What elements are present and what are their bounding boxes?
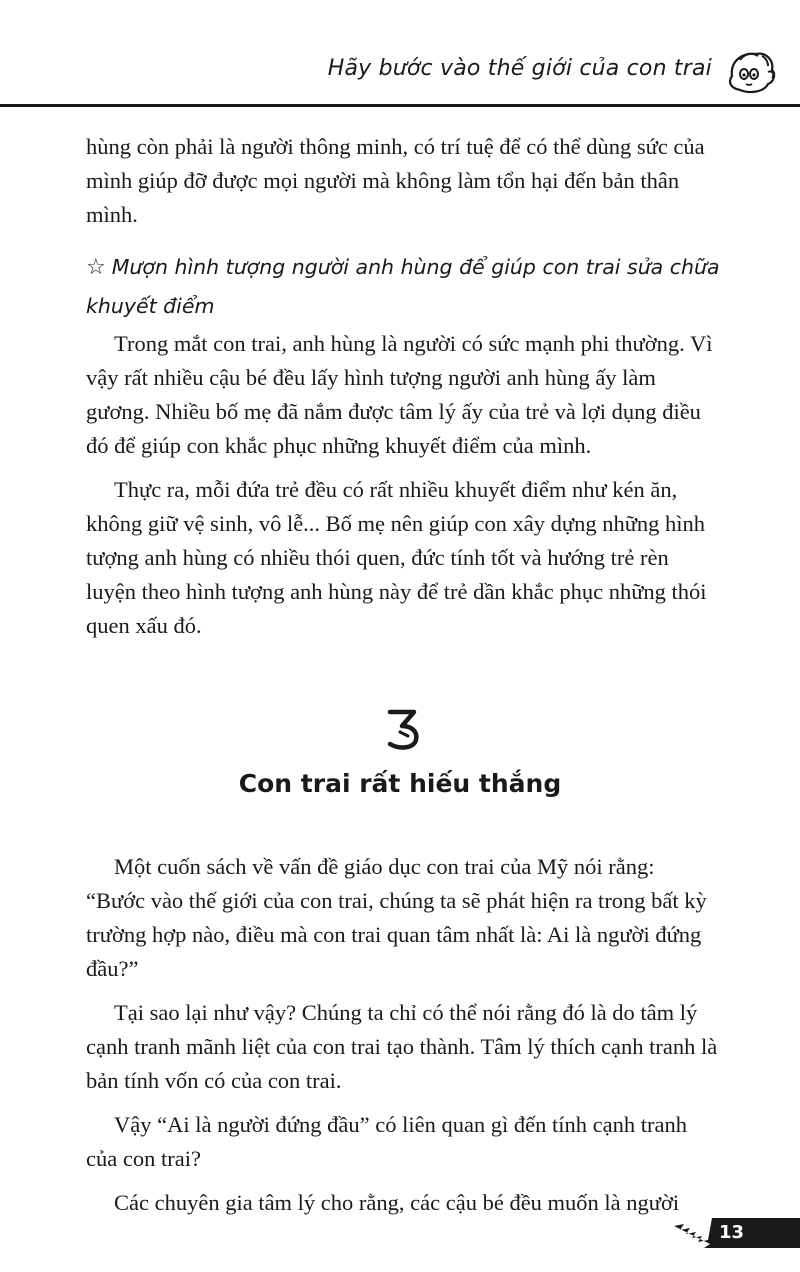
paragraph: Thực ra, mỗi đứa trẻ đều có rất nhiều khuyết điểm như kén ăn, không giữ vệ sinh, vô lễ... Bố mẹ nên giúp con xây dựng những hình tượng anh hùng có nhiều thói quen, đức tính tốt và hướng trẻ rèn luyện theo hình tượng anh hùng này để trẻ dần khắc phục những thói quen xấu đó. — [86, 477, 707, 638]
section-body — [86, 850, 718, 1230]
paragraph: Trong mắt con trai, anh hùng là người có sức mạnh phi thường. Vì vậy rất nhiều cậu bé đều lấy hình tượng người anh hùng ấy làm gương. Nhiều bố mẹ đã nắm được tâm lý ấy của trẻ và lợi dụng điều đó để giúp con khắc phục những khuyết điểm của mình. — [86, 331, 713, 458]
paragraph: Tại sao lại như vậy? Chúng ta chỉ có thể nói rằng đó là do tâm lý cạnh tranh mãnh liệt của con trai tạo thành. Tâm lý thích cạnh tranh là bản tính vốn có của con trai. — [86, 1000, 718, 1093]
running-header-title: Hãy bước vào thế giới của con trai — [327, 56, 712, 81]
paragraph: Vậy “Ai là người đứng đầu” có liên quan gì đến tính cạnh tranh của con trai? — [86, 1112, 688, 1171]
subheading-text: Mượn hình tượng người anh hùng để giúp con trai sửa chữa khuyết điểm — [86, 255, 720, 318]
section-number-ornament — [382, 706, 422, 752]
subheading — [86, 248, 726, 325]
header-divider — [0, 104, 800, 107]
paragraph: Một cuốn sách về vấn đề giáo dục con trai của Mỹ nói rằng: “Bước vào thế giới của con trai, chúng ta sẽ phát hiện ra trong bất kỳ trường hợp nào, điều mà con trai quan tâm nhất là: Ai là người đứng đầu?” — [86, 854, 707, 981]
section-title: Con trai rất hiếu thắng — [238, 769, 562, 798]
subsection-body — [86, 327, 718, 653]
boy-face-icon — [722, 46, 778, 96]
page-number: 13 — [718, 1222, 744, 1243]
star-icon: ☆ — [86, 255, 106, 280]
continuation-text — [86, 130, 718, 242]
paragraph: Các chuyên gia tâm lý cho rằng, các cậu bé đều muốn là người — [114, 1190, 680, 1215]
paragraph: hùng còn phải là người thông minh, có trí tuệ để có thể dùng sức của mình giúp đỡ được mọi người mà không làm tổn hại đến bản thân mình. — [86, 134, 705, 227]
